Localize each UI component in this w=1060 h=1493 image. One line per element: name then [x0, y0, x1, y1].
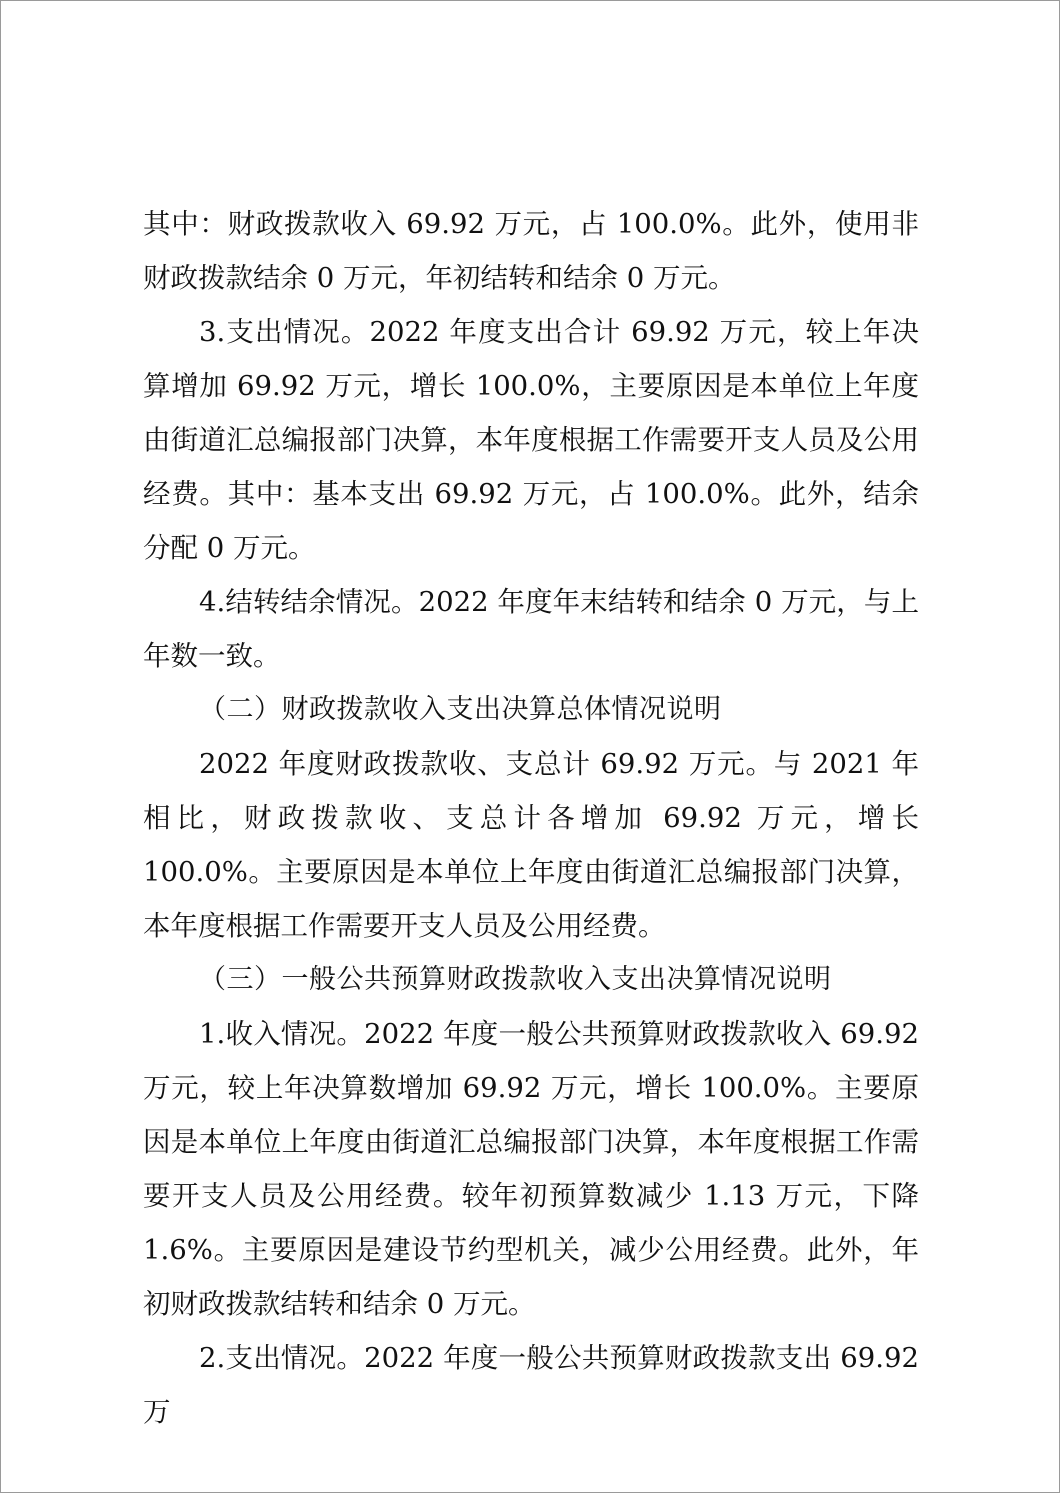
- paragraph-fiscal-total: 2022 年度财政拨款收、支总计 69.92 万元。与 2021 年相比，财政拨款收、支总计各增加 69.92 万元，增长 100.0%。主要原因是本单位上年度由街道汇总编报部门决算，本年度根据工作需要开支人员及公用经费。: [143, 748, 919, 942]
- section-heading-2: （二）财政拨款收入支出决算总体情况说明: [199, 694, 722, 725]
- paragraph-general-budget-income: 1.收入情况。2022 年度一般公共预算财政拨款收入 69.92 万元，较上年决算数增加 69.92 万元，增长 100.0%。主要原因是本单位上年度由街道汇总编报部门决算，本年度根据工作需要开支人员及公用经费。较年初预算数减少 1.13 万元，下降 1.6%。主要原因是建设节约型机关，减少公用经费。此外，年初财政拨款结转和结余 0 万元。: [143, 1018, 919, 1320]
- paragraph-expenditure-situation: 3.支出情况。2022 年度支出合计 69.92 万元，较上年决算增加 69.92 万元，增长 100.0%，主要原因是本单位上年度由街道汇总编报部门决算，本年度根据工作需要开支人员及公用经费。其中：基本支出 69.92 万元，占 100.0%。此外，结余分配 0 万元。: [143, 316, 919, 564]
- document-body: [143, 197, 919, 1439]
- paragraph-general-budget-expenditure: 2.支出情况。2022 年度一般公共预算财政拨款支出 69.92 万: [143, 1342, 919, 1428]
- paragraph-carryover-situation: 4.结转结余情况。2022 年度年末结转和结余 0 万元，与上年数一致。: [143, 586, 919, 672]
- section-heading-3: （三）一般公共预算财政拨款收入支出决算情况说明: [199, 964, 832, 995]
- paragraph-income-breakdown: 其中：财政拨款收入 69.92 万元，占 100.0%。此外，使用非财政拨款结余 0 万元，年初结转和结余 0 万元。: [143, 208, 919, 294]
